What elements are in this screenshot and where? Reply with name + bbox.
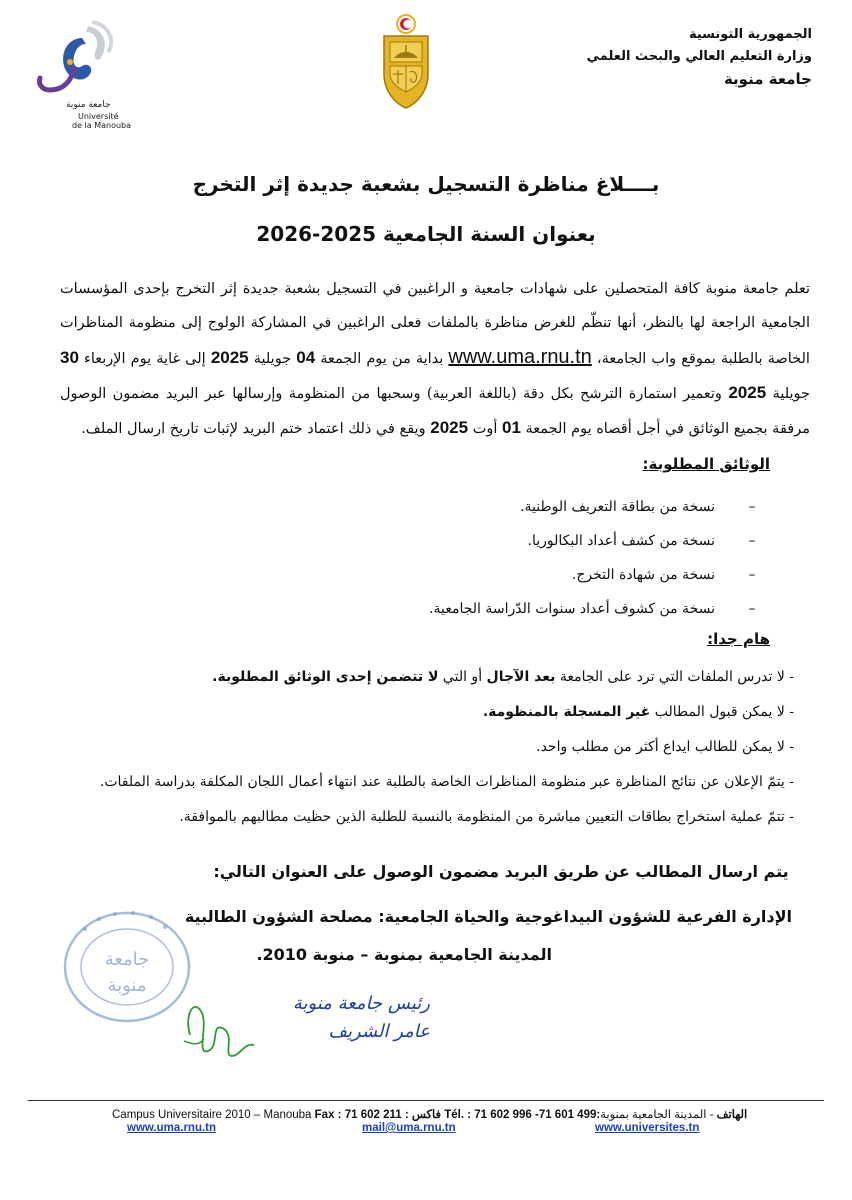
coat-of-arms-icon: [376, 12, 436, 112]
deadline-day: 01: [502, 418, 521, 437]
dash-bullet: –: [748, 533, 756, 549]
ministry-name: وزارة التعليم العالي والبحث العلمي: [586, 49, 812, 64]
document-item-text: نسخة من شهادة التخرج.: [571, 567, 715, 583]
required-documents-heading: الوثائق المطلوبة:: [642, 455, 770, 473]
list-item: [54, 660, 794, 695]
intro-text-1: تعلم جامعة منوبة كافة المتحصلين على شهادات جامعية و الراغبين في التسجيل بشعبة جديدة إثر التخرج بإحدى المؤسسات الجامعية الراجعة لها بالنظر، أنها تنظّم للغرض مناظرة بالملفات فعلى الراغبين في المشاركة الولوج إلى منظومة المناظرات الخاصة بالطلبة بموقع واب الجامعة،: [60, 281, 810, 367]
note-text: - يتمّ الإعلان عن نتائج المناظرة عبر منظومة المناظرات الخاصة بالطلبة عند انتهاء أعمال اللجان المكلفة بدراسة الملفات.: [99, 774, 794, 790]
intro-text-6: وتعمير استمارة الترشح بكل دقة (باللغة العربية) وسحبها من المنظومة وإرسالها عبر البريد مضمون الوصول مرفقة بجميع الوثائق في أجل أقصاه يوم الجمعة: [60, 386, 810, 437]
important-heading: هام جدا:: [707, 630, 770, 648]
dash-bullet: –: [748, 601, 756, 617]
list-item: [54, 765, 794, 800]
mailing-address-line-1: الإدارة الفرعية للشؤون البيداغوجية والحياة الجامعية: مصلحة الشؤون الطالبية: [184, 907, 792, 926]
end-year: 2025: [728, 383, 767, 402]
signer-title: رئيس جامعة منوبة: [292, 993, 430, 1014]
university-logo-icon: [30, 18, 120, 103]
start-year: 2025: [210, 348, 249, 367]
important-notes-list: [54, 660, 794, 835]
note-text: - لا يمكن للطالب ايداع أكثر من مطلب واحد.: [536, 739, 794, 755]
dash-bullet: –: [748, 499, 756, 515]
intro-paragraph: [60, 272, 810, 446]
dash-bullet: –: [748, 567, 756, 583]
start-day: 04: [296, 348, 316, 367]
logo-name-french-2: de la Manouba: [72, 121, 132, 130]
required-documents-list: [247, 490, 767, 626]
list-item: [54, 800, 794, 835]
mailing-address-line-2: المدينة الجامعية بمنوبة – منوبة 2010.: [256, 945, 552, 964]
list-item: [54, 730, 794, 765]
deadline-year: 2025: [430, 418, 469, 437]
stamp-text-1: جامعة: [104, 949, 150, 970]
intro-text-7: أوت: [468, 421, 502, 437]
document-item-text: نسخة من كشوف أعداد سنوات الدّراسة الجامعية.: [429, 601, 715, 617]
end-day: 30: [60, 348, 79, 367]
note-text: - لا تدرس الملفات التي ترد على الجامعة: [555, 669, 794, 685]
document-item-text: نسخة من كشف أعداد البكالوريا.: [527, 533, 715, 549]
republic-name: الجمهورية التونسية: [688, 27, 812, 42]
intro-text-4: إلى غاية يوم الإربعاء: [78, 351, 211, 367]
academic-year-title: بعنوان السنة الجامعية 2025-2026: [256, 222, 596, 246]
footer-fax: : 71 602 211 :: [334, 1109, 412, 1121]
intro-text-8: ويقع في ذلك اعتماد ختم البريد لإثبات تاريخ ارسال الملف.: [81, 421, 431, 437]
footer-email-link[interactable]: mail@uma.rnu.tn: [362, 1122, 456, 1134]
list-item: [247, 524, 767, 558]
logo-name-french-1: Université: [78, 112, 119, 121]
mailing-instructions: يتم ارسال المطالب عن طريق البريد مضمون الوصول على العنوان التالي:: [213, 862, 789, 881]
footer-tel-arabic: الهاتف: [716, 1109, 748, 1121]
footer-tel: : 71 602 996 -71 601 499:: [464, 1109, 601, 1121]
list-item: [247, 592, 767, 626]
note-text: - تتمّ عملية استخراج بطاقات التعيين مباشرة من المنظومة بالنسبة للطلبة الذين حظيت مطالبهم بالموافقة.: [179, 809, 794, 825]
footer-contact-line: [112, 1107, 748, 1121]
note-emphasis: بعد الآجال: [486, 669, 556, 685]
intro-text-5: جويلية: [766, 386, 810, 402]
footer-fax-arabic: فاكس: [411, 1109, 441, 1121]
ministry-header: [552, 24, 812, 90]
university-logo: [30, 18, 132, 130]
footer-divider: [28, 1100, 824, 1101]
tunisia-emblem: [376, 12, 436, 112]
document-item-text: نسخة من بطاقة التعريف الوطنية.: [520, 499, 715, 515]
footer-universities-link[interactable]: www.universites.tn: [595, 1122, 700, 1134]
list-item: [247, 558, 767, 592]
footer-website-link[interactable]: www.uma.rnu.tn: [127, 1122, 217, 1134]
list-item: [54, 695, 794, 730]
signer-name: عامر الشريف: [328, 1021, 430, 1042]
university-name: جامعة منوبة: [723, 70, 812, 88]
intro-text-2: بداية من يوم الجمعة: [315, 351, 449, 367]
website-link[interactable]: www.uma.rnu.tn: [448, 346, 592, 368]
signature-text: [240, 990, 430, 1046]
note-emphasis: لا تتضمن إحدى الوثائق المطلوبة.: [212, 669, 439, 685]
note-text: أو التي: [438, 669, 487, 685]
footer-address-arabic: - المدينة الجامعية بمنوبة: [600, 1109, 717, 1121]
logo-name-arabic: جامعة منوبة: [66, 100, 111, 110]
intro-text-3: جويلية: [248, 351, 297, 367]
list-item: [247, 490, 767, 524]
announcement-title: بــــلاغ مناظرة التسجيل بشعبة جديدة إثر التخرج: [192, 172, 660, 196]
footer-tel-label: Tél.: [444, 1109, 465, 1121]
note-text: - لا يمكن قبول المطالب: [650, 704, 794, 720]
stamp-text-2: منوبة: [107, 975, 147, 996]
note-emphasis: غير المسجلة بالمنظومة.: [482, 704, 651, 720]
footer-campus: Campus Universitaire 2010 – Manouba: [112, 1109, 312, 1121]
footer-fax-label: Fax: [314, 1109, 335, 1121]
